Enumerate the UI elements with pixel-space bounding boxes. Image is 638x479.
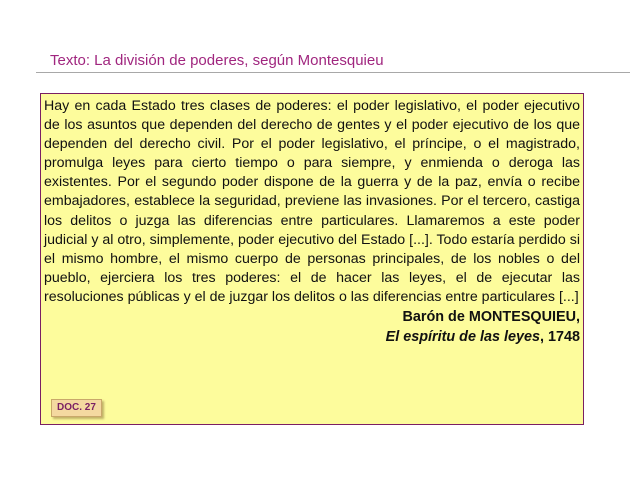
document-number-badge: DOC. 27: [51, 399, 102, 417]
author-line: Barón de MONTESQUIEU,: [402, 309, 580, 326]
document-text: Hay en cada Estado tres clases de poderes: el poder legislativo, el poder ejecutivo de los asuntos que dependen del derecho de gentes y el poder ejecutivo de los que dependen del derecho civil. Por el poder legislativo, el príncipe, o el magistrado, promulga leyes para cierto tiempo o para siempre, y enmienda o deroga las existentes. Por el segundo poder dispone de la guerra y de la paz, envía o recibe embajadores, establece la seguridad, previene las invasiones. Por el tercero, castiga los delitos o juzga las diferencias entre particulares. Llamaremos a este poder judicial y al otro, simplemente, poder ejecutivo del Estado [...]. Todo estaría perdido si el mismo hombre, el mismo cuerpo de personas principales, de los nobles o del pueblo, ejerciera los tres poderes: el de hacer las leyes, el de ejecutar las resoluciones públicas y el de juzgar los delitos o las diferencias entre particulares [...]: [44, 98, 580, 305]
title-divider: [36, 72, 630, 73]
document-box: [40, 93, 584, 425]
work-title: El espíritu de las leyes: [385, 329, 540, 346]
work-year: , 1748: [539, 329, 580, 346]
slide-title: Texto: La división de poderes, según Montesquieu: [50, 52, 384, 69]
work-line: [44, 327, 580, 347]
